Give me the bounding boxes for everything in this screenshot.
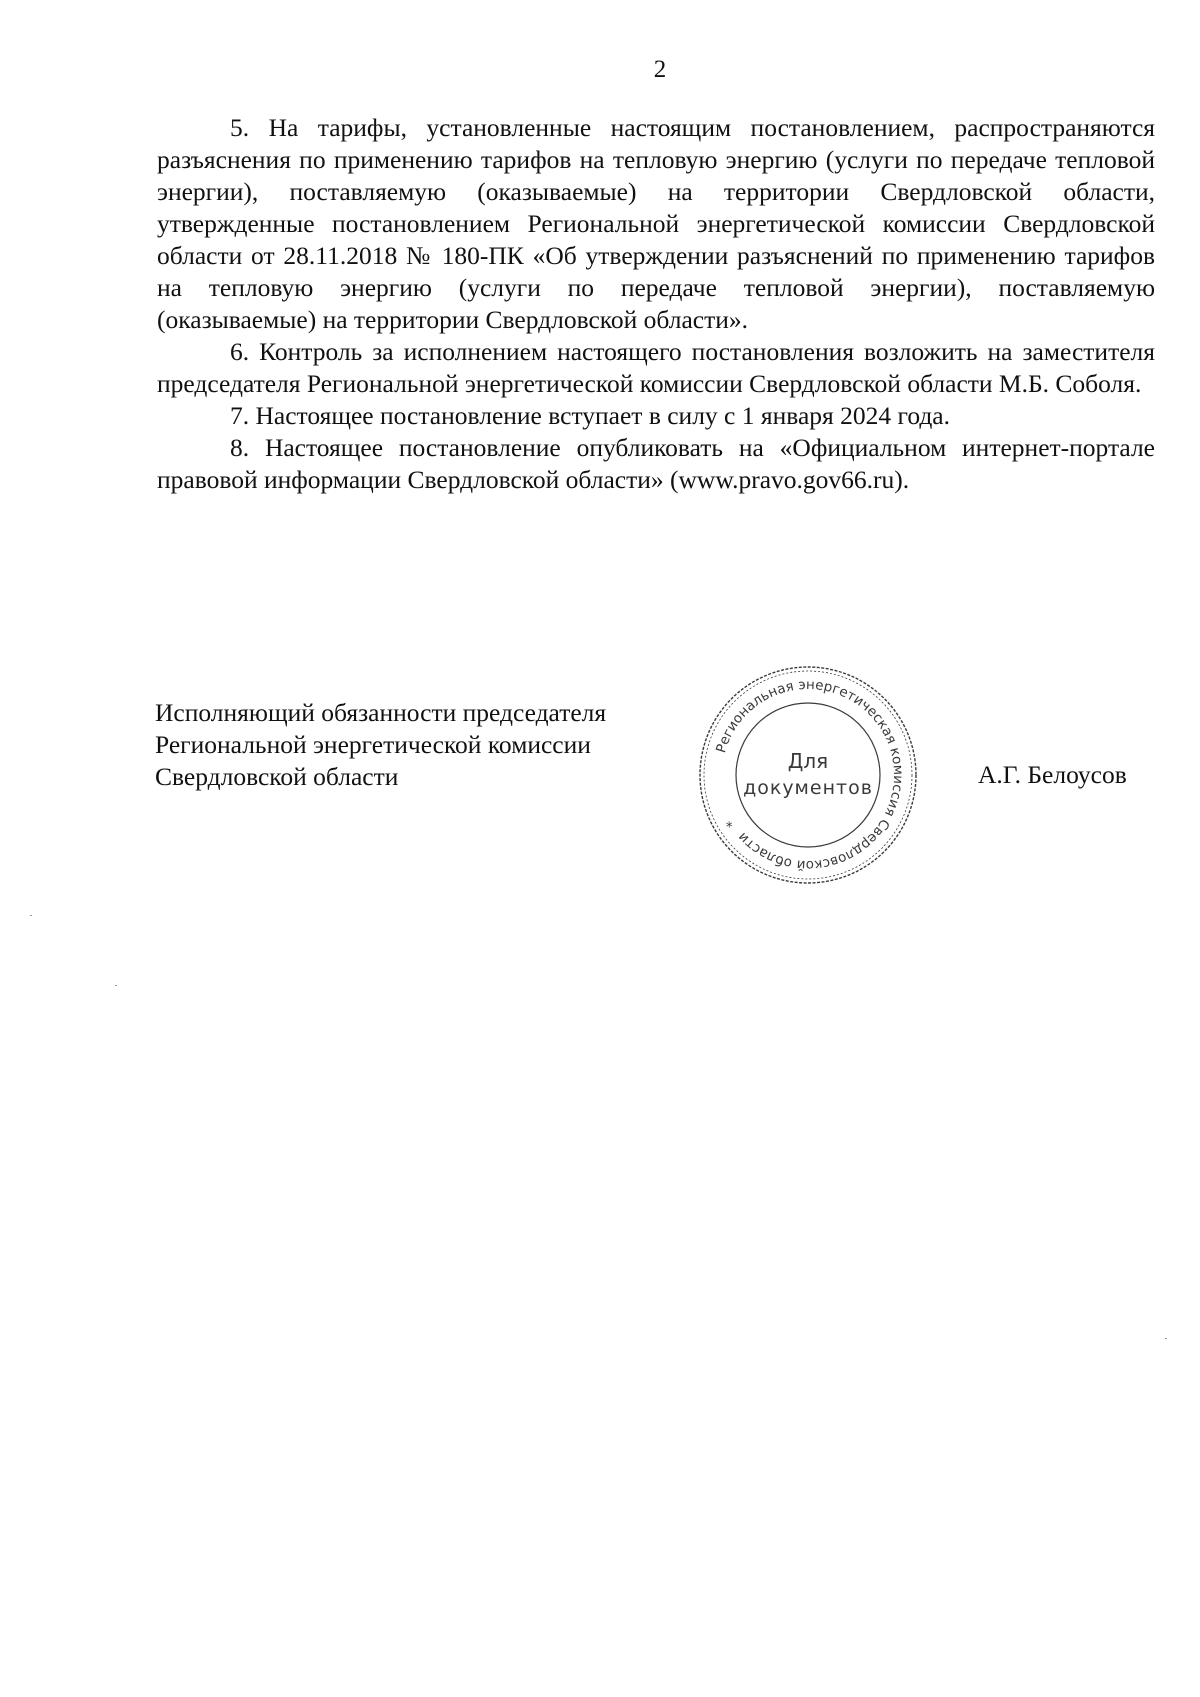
stamp-outer-ring-inner <box>704 671 912 879</box>
stamp-center-line-1: Для <box>787 749 829 773</box>
signatory-position-line: Исполняющий обязанности председателя <box>155 698 607 727</box>
stamp-center-line-2: документов <box>743 777 873 799</box>
signatory-position-line: Региональной энергетической комиссии <box>155 730 591 759</box>
official-stamp <box>695 662 921 888</box>
signatory-position <box>155 697 606 793</box>
paragraph-7: 7. Настоящее постановление вступает в силу с 1 января 2024 года. <box>230 401 951 430</box>
paragraph-8: 8. Настоящее постановление опубликовать на «Официальном интернет-портале правовой информации Свердловской области» (www.pravo.gov66.ru). <box>157 433 1155 494</box>
stamp-outer-ring <box>700 667 916 883</box>
document-body <box>157 112 1155 496</box>
signatory-position-line: Свердловской области <box>155 762 399 791</box>
scan-speck <box>115 985 117 986</box>
stamp-ring-separator: * <box>723 815 741 830</box>
scan-speck <box>1165 1338 1167 1339</box>
signatory-name: А.Г. Белоусов <box>978 760 1127 789</box>
stamp-ring-textpath <box>713 677 906 873</box>
stamp-inner-ring <box>736 703 880 847</box>
scan-speck <box>30 915 32 916</box>
stamp-ring-text-main: Региональная энергетическая комиссия Свердловской области <box>713 676 907 874</box>
paragraph-6: 6. Контроль за исполнением настоящего постановления возложить на заместителя председателя Региональной энергетической комиссии Свердловской области М.Б. Соболя. <box>157 337 1155 398</box>
stamp-ring-text <box>713 677 906 873</box>
paragraph-5: 5. На тарифы, установленные настоящим постановлением, распространяются разъяснения по применению тарифов на тепловую энергию (услуги по передаче тепловой энергии), поставляемую (оказываемые) на территории Свердловской области, утвержденные постановлением Региональной энергетической комиссии Свердловской области от 28.11.2018 № 180-ПК «Об утверждении разъяснений по применению тарифов на тепловую энергию (услуги по передаче тепловой энергии), поставляемую (оказываемые) на территории Свердловской области». <box>157 113 1155 334</box>
page-number: 2 <box>653 56 667 83</box>
